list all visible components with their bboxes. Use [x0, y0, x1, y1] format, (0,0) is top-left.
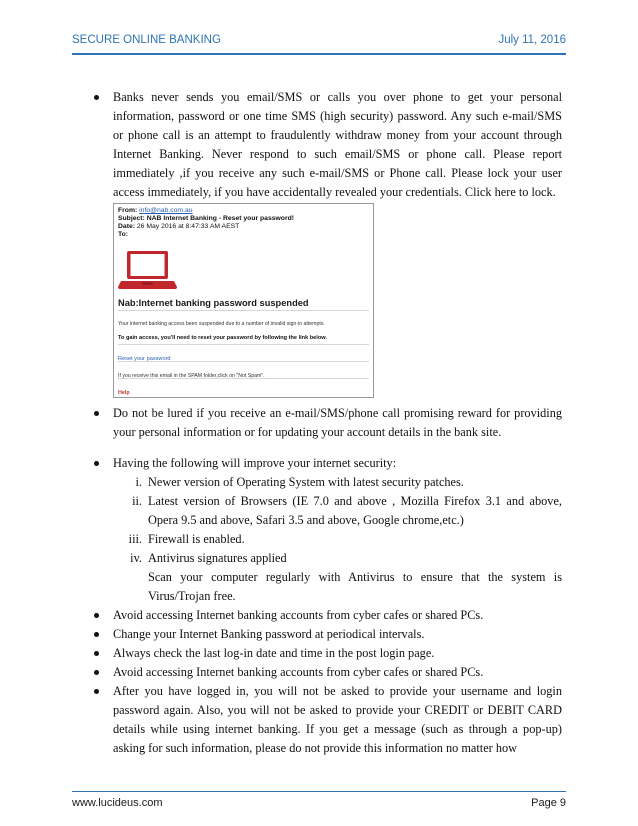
email-text-line: Your internet banking access been suspended due to a number of invalid sign-in attempts.	[118, 321, 325, 327]
reset-password-link[interactable]: Reset your password	[118, 356, 171, 362]
email-to-line: To:	[118, 231, 129, 238]
document-body	[92, 88, 562, 758]
email-spam-note: If you receive this email in the SPAM folder,click on "Not Spam".	[118, 373, 265, 379]
bullet-item: Avoid accessing Internet banking accounts from cyber cafes or shared PCs.	[92, 663, 562, 682]
email-subject-line: Subject: NAB Internet Banking - Reset your password!	[118, 215, 295, 222]
phishing-email-image	[113, 203, 374, 398]
numbered-item	[92, 492, 562, 530]
email-divider	[118, 361, 369, 362]
laptop-icon	[118, 249, 177, 291]
item-text: Latest version of Browsers (IE 7.0 and above , Mozilla Firefox 3.1 and above, Opera 9.5 and above, Safari 3.5 and above, Google chrome,etc.)	[148, 494, 562, 527]
scan-paragraph: Scan your computer regularly with Antivirus to ensure that the system is Virus/Trojan free.	[148, 570, 562, 603]
numbered-item	[92, 530, 562, 549]
footer-page-number: Page 9	[531, 797, 566, 809]
email-date-line: Date: 26 May 2016 at 8:47:33 AM AEST	[118, 223, 240, 230]
email-heading: Nab:Internet banking password suspended	[118, 298, 309, 308]
item-text: Antivirus signatures applied	[148, 551, 287, 565]
page-footer	[72, 797, 566, 813]
header-rule	[72, 53, 566, 55]
numbered-list	[92, 473, 562, 606]
item-number: iv.	[130, 551, 142, 565]
header-date: July 11, 2016	[498, 34, 566, 46]
email-divider	[118, 378, 369, 379]
page-header	[72, 34, 566, 52]
email-from-line: From: info@nab.com.au	[118, 207, 193, 214]
email-divider	[118, 344, 369, 345]
email-help-link[interactable]: Help	[118, 390, 130, 396]
email-text-bold: To gain access, you'll need to reset your password by following the link below.	[118, 335, 327, 341]
bullet-item: Do not be lured if you receive an e-mail/SMS/phone call promising reward for providing your personal information or for updating your account details in the bank site.	[92, 404, 562, 442]
item-number: ii.	[132, 494, 142, 508]
bullet-item: Banks never sends you email/SMS or calls you over phone to get your personal information, password or one time SMS (high security) password. Any such e-mail/SMS or phone call is an attempt to fraudulently withdraw money from your account through Internet Banking. Never respond to such email/SMS or phone call. Please report immediately ,if you receive any such e-mail/SMS or Phone call. Please lock your user access immediately, if you have accidentally revealed your credentials. Click here to lock.	[92, 88, 562, 202]
footer-site[interactable]: www.lucideus.com	[72, 797, 163, 809]
item-number: i.	[135, 475, 142, 489]
item-text: Firewall is enabled.	[148, 532, 245, 546]
email-from-link[interactable]: info@nab.com.au	[139, 207, 193, 214]
bullet-item: Having the following will improve your internet security:	[92, 454, 562, 473]
email-divider	[118, 310, 369, 311]
numbered-item	[92, 549, 562, 568]
item-number: iii.	[128, 532, 142, 546]
item-text: Newer version of Operating System with latest security patches.	[148, 475, 464, 489]
bullet-item: After you have logged in, you will not be asked to provide your username and login password again. Also, you will not be asked to provide your CREDIT or DEBIT CARD details while using internet banking. If you get a message (such as through a pop-up) asking for such information, please do not provide this information no matter how	[92, 682, 562, 758]
header-title: SECURE ONLINE BANKING	[72, 34, 221, 46]
bullet-item: Avoid accessing Internet banking accounts from cyber cafes or shared PCs.	[92, 606, 562, 625]
numbered-item	[92, 473, 562, 492]
footer-rule	[72, 791, 566, 792]
bullet-item: Change your Internet Banking password at periodical intervals.	[92, 625, 562, 644]
bullet-item: Always check the last log-in date and time in the post login page.	[92, 644, 562, 663]
